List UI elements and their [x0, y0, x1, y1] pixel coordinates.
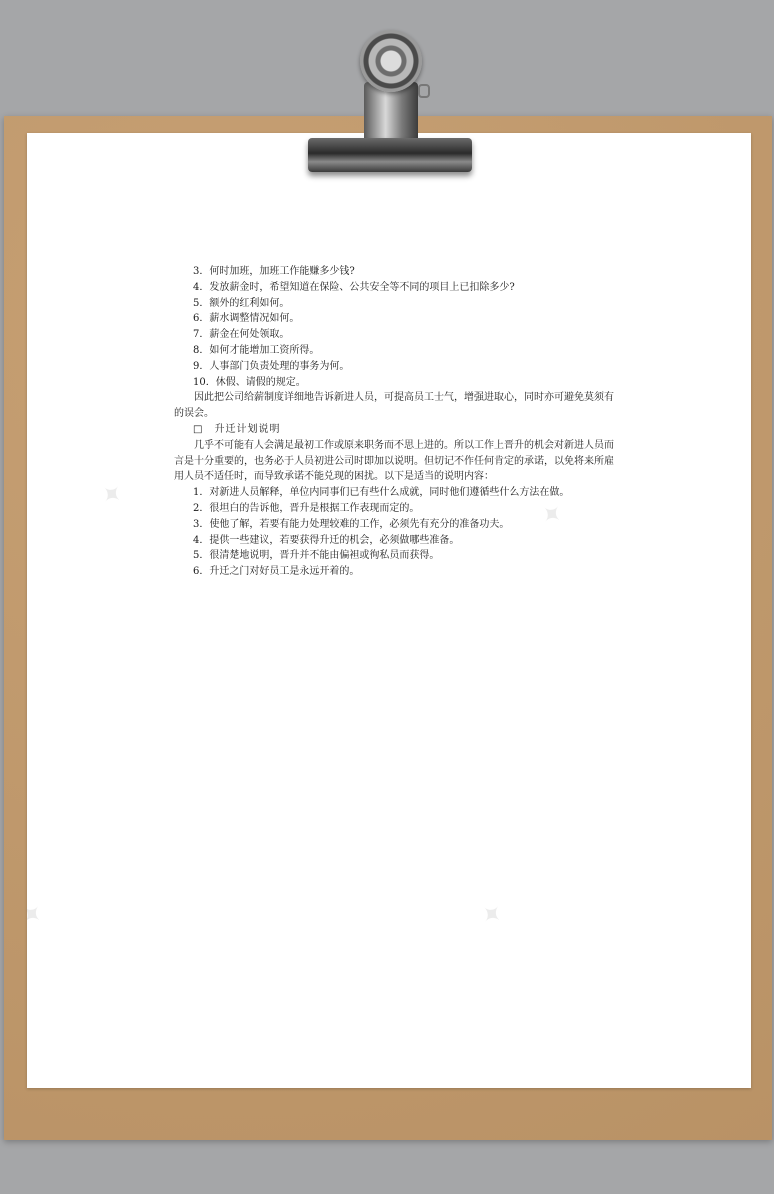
list-item: 3．何时加班，加班工作能赚多少钱?: [193, 266, 355, 277]
watermark: ✦: [532, 496, 569, 534]
list-item: 6．升迁之门对好员工是永远开着的。: [193, 566, 360, 578]
paragraph: 几乎不可能有人会满足最初工作或原来职务而不思上进的。所以工作上晋升的机会对新进人员而言是十分重要的，也务必于人员初进公司时即加以说明。但切记不作任何肯定的承诺，以免将来所雇用人员不适任时，而导致承诺不能兑现的困扰。以下是适当的说明内容：: [174, 439, 614, 483]
list-item: 4．提供一些建议，若要获得升迁的机会，必须做哪些准备。: [193, 534, 460, 546]
watermark: ✦: [92, 476, 129, 514]
list-item: 10．休假、请假的规定。: [193, 376, 306, 388]
section-heading: □ 升迁计划说明: [193, 423, 281, 435]
list-item: 5．很清楚地说明，晋升并不能由偏袒或徇私员而获得。: [193, 550, 440, 562]
list-item: 7．薪金在何处领取。: [193, 329, 290, 341]
list-item: 4．发放薪金时，希望知道在保险、公共安全等不同的项目上已扣除多少?: [193, 281, 515, 293]
clip-ring-icon: [360, 30, 422, 92]
list-item: 1．对新进人员解释，单位内同事们已有些什么成就，同时他们遵循些什么方法在做。: [193, 487, 570, 499]
list-item: 9．人事部门负责处理的事务为何。: [193, 360, 350, 372]
watermark: ✦: [12, 896, 49, 934]
list-item: 3．使他了解，若要有能力处理较难的工作，必须先有充分的准备功夫。: [193, 518, 510, 530]
list-item: 6．薪水调整情况如何。: [193, 313, 300, 325]
watermark: ✦: [472, 896, 509, 934]
binder-clip-icon: [308, 138, 472, 172]
paragraph: 因此把公司给薪制度详细地告诉新进人员，可提高员工士气，增强进取心，同时亦可避免莫须有的误会。: [174, 392, 614, 420]
clip-wire: [418, 84, 430, 98]
list-item: 5．额外的红利如何。: [193, 297, 290, 309]
list-item: 8．如何才能增加工资所得。: [193, 344, 320, 356]
list-item: 2．很坦白的告诉他，晋升是根据工作表现而定的。: [193, 502, 420, 514]
document-text: [174, 264, 614, 580]
